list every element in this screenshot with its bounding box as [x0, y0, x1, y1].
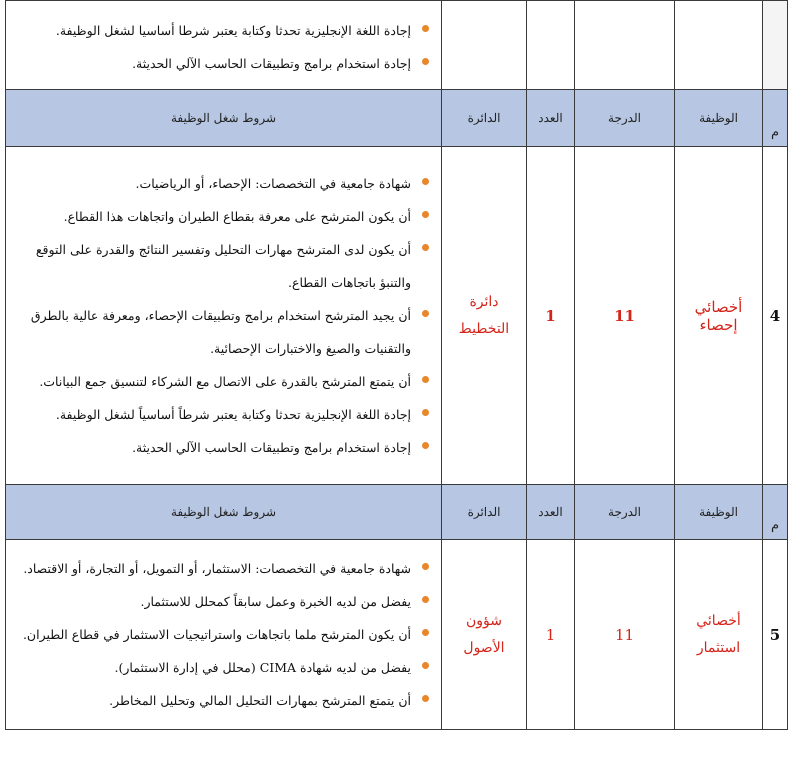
job-title-line: استثمار [696, 639, 741, 656]
condition-item: إجادة استخدام برامج وتطبيقات الحاسب الآلي الحديثة. [12, 47, 429, 80]
department-line: شؤون [465, 612, 502, 629]
bullet-icon [422, 58, 429, 65]
cell-count: 1 [527, 147, 575, 485]
cell-job-title [675, 540, 763, 730]
header-count: العدد [527, 485, 575, 540]
condition-item: إجادة استخدام برامج وتطبيقات الحاسب الآلي الحديثة. [12, 431, 429, 464]
bullet-icon [422, 563, 429, 570]
cell-dept-empty [442, 1, 527, 90]
bullet-icon [422, 409, 429, 416]
bullet-icon [422, 25, 429, 32]
department-line: التخطيط [458, 320, 510, 337]
header-row [6, 485, 788, 540]
bullet-icon [422, 662, 429, 669]
condition-item: يفضل من لديه شهادة CIMA (محلل في إدارة الاستثمار). [12, 651, 429, 684]
condition-item: إجادة اللغة الإنجليزية تحدثا وكتابة يعتبر شرطا أساسيا لشغل الوظيفة. [12, 14, 429, 47]
bullet-icon [422, 596, 429, 603]
cell-m-empty [763, 1, 788, 90]
header-row [6, 90, 788, 147]
cell-department [442, 147, 527, 485]
header-count: العدد [527, 90, 575, 147]
header-conditions: شروط شغل الوظيفة [6, 485, 442, 540]
cell-count: 1 [527, 540, 575, 730]
header-grade: الدرجة [575, 485, 675, 540]
department-line: دائرة [469, 293, 499, 310]
condition-item: أن يتمتع المترشح بالقدرة على الاتصال مع الشركاء لتنسيق جمع البيانات. [12, 365, 429, 398]
cell-count-empty [527, 1, 575, 90]
bullet-icon [422, 310, 429, 317]
header-job: الوظيفة [675, 90, 763, 147]
department-line: الأصول [463, 639, 505, 656]
condition-item: أن يكون المترشح على معرفة بقطاع الطيران واتجاهات هذا القطاع. [12, 200, 429, 233]
cell-job-empty [675, 1, 763, 90]
condition-item: شهادة جامعية في التخصصات: الإحصاء، أو الرياضيات. [12, 167, 429, 200]
bullet-icon [422, 442, 429, 449]
cell-conditions [6, 540, 442, 730]
bullet-icon [422, 244, 429, 251]
condition-item: إجادة اللغة الإنجليزية تحدثا وكتابة يعتبر شرطاً أساسياً لشغل الوظيفة. [12, 398, 429, 431]
cell-grade: 11 [575, 540, 675, 730]
table-row-partial [6, 1, 788, 90]
condition-item: أن يكون المترشح ملما باتجاهات واستراتيجيات الاستثمار في قطاع الطيران. [12, 618, 429, 651]
cell-job-title: أخصائي إحصاء [675, 147, 763, 485]
header-dept: الدائرة [442, 90, 527, 147]
condition-item: شهادة جامعية في التخصصات: الاستثمار، أو التمويل، أو التجارة، أو الاقتصاد. [12, 552, 429, 585]
cell-m: 5 [763, 540, 788, 730]
cell-department [442, 540, 527, 730]
header-m: م [763, 485, 788, 540]
header-dept: الدائرة [442, 485, 527, 540]
header-job: الوظيفة [675, 485, 763, 540]
job-title-line: أخصائي [696, 612, 741, 629]
bullet-icon [422, 178, 429, 185]
table-row-job-4 [6, 147, 788, 485]
condition-item: يفضل من لديه الخبرة وعمل سابقاً كمحلل للاستثمار. [12, 585, 429, 618]
cell-conditions [6, 147, 442, 485]
header-conditions: شروط شغل الوظيفة [6, 90, 442, 147]
bullet-icon [422, 211, 429, 218]
cell-conditions-partial [6, 1, 442, 90]
cell-m: 4 [763, 147, 788, 485]
condition-item: أن يتمتع المترشح بمهارات التحليل المالي وتحليل المخاطر. [12, 684, 429, 717]
condition-item: أن يكون لدى المترشح مهارات التحليل وتفسير النتائج والقدرة على التوقع والتنبؤ باتجاهات القطاع. [12, 233, 429, 299]
jobs-table [5, 0, 788, 730]
bullet-icon [422, 376, 429, 383]
header-m: م [763, 90, 788, 147]
cell-grade-empty [575, 1, 675, 90]
condition-item: أن يجيد المترشح استخدام برامج وتطبيقات الإحصاء، ومعرفة عالية بالطرق والتقنيات والصيغ والاختبارات الإحصائية. [12, 299, 429, 365]
header-grade: الدرجة [575, 90, 675, 147]
bullet-icon [422, 695, 429, 702]
table-row-job-5 [6, 540, 788, 730]
bullet-icon [422, 629, 429, 636]
cell-grade: 11 [575, 147, 675, 485]
